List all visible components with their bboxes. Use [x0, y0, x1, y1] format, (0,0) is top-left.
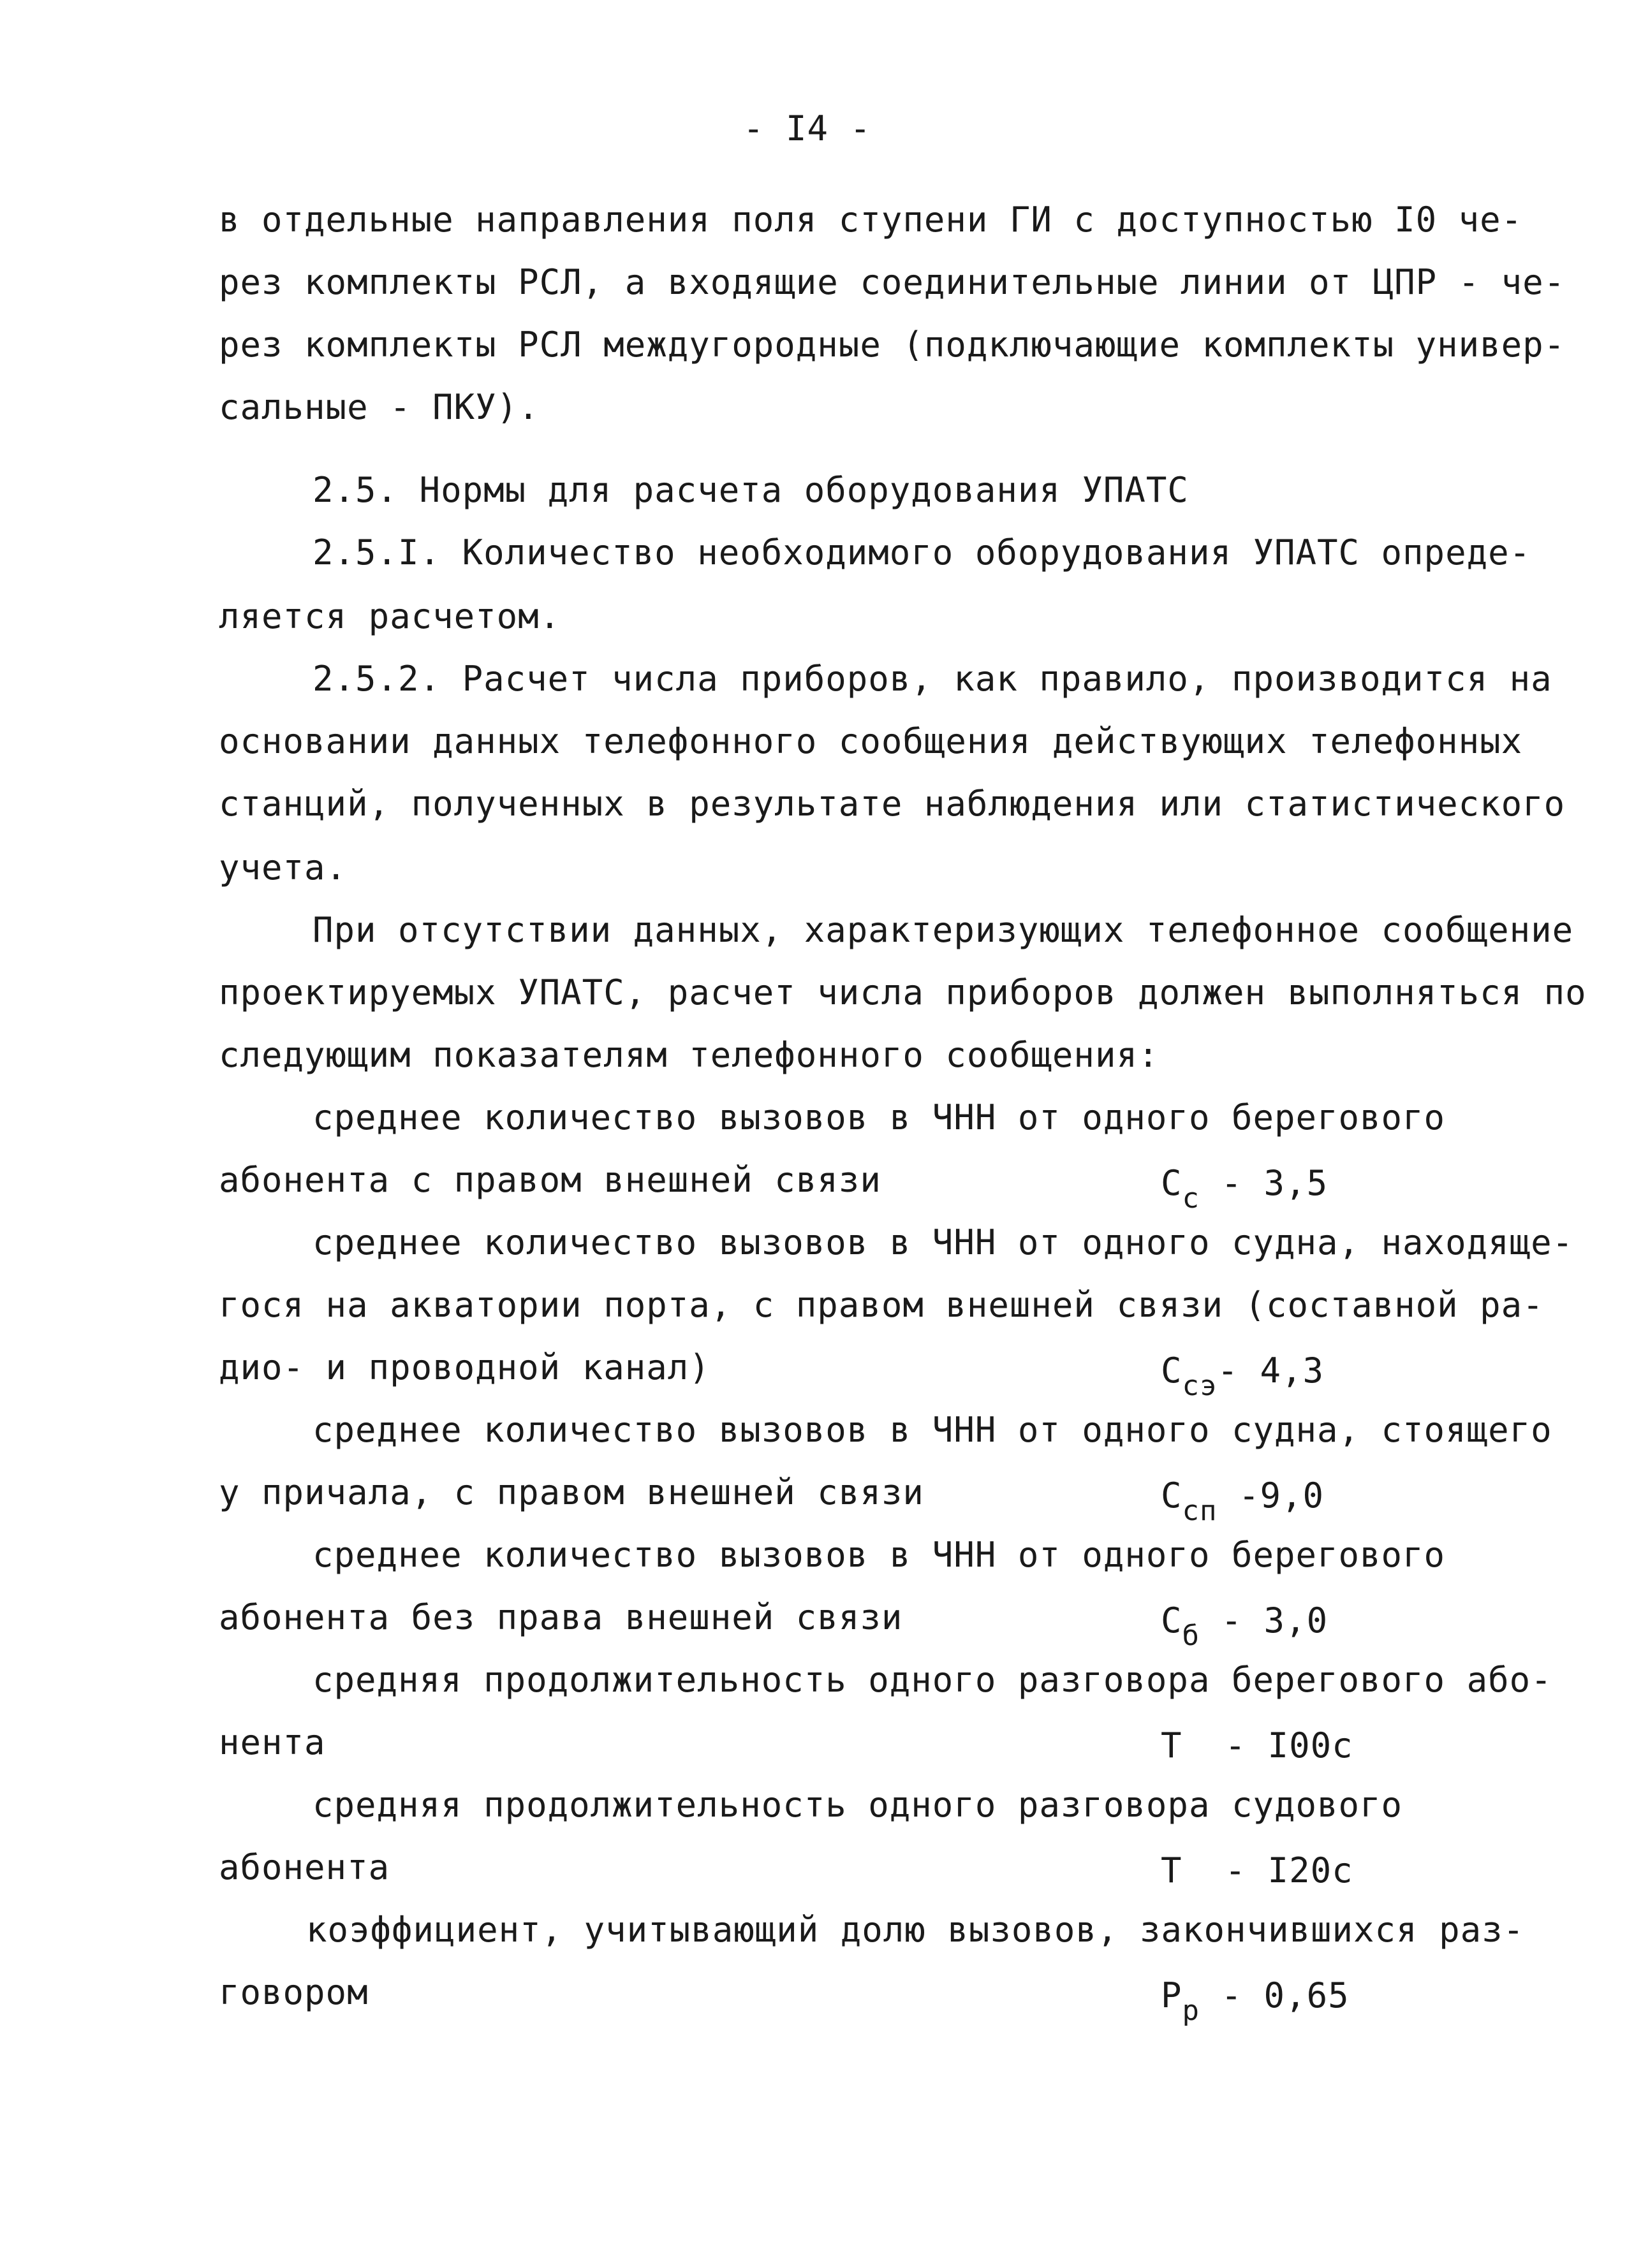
indicator-line: среднее количество вызовов в ЧНН от одного судна, стоящего — [313, 1410, 1552, 1450]
indicator-line: гося на акватории порта, с правом внешней связи (составной ра- — [219, 1285, 1544, 1325]
indicator-value: $C_{сп}$ -9,0 — [1161, 1475, 1325, 1527]
indicator-value: $C_с - 3,5$ — [1161, 1163, 1329, 1215]
text-line: учета. — [219, 847, 348, 888]
text-line: рез комплекты РСЛ, а входящие соединительные линии от ЦПР - че- — [219, 262, 1566, 302]
text-line: в отдельные направления поля ступени ГИ с доступностью I0 че- — [219, 200, 1523, 240]
text-line: сальные - ПКУ). — [219, 387, 540, 427]
indicator-line: средняя продолжительность одного разговора судового — [313, 1785, 1403, 1825]
text-line: 2.5.2. Расчет числа приборов, как правило, производится на — [313, 659, 1552, 699]
indicator-line: средняя продолжительность одного разговора берегового або- — [313, 1660, 1552, 1700]
text-line: проектируемых УПАТС, расчет числа приборов должен выполняться по — [219, 972, 1587, 1013]
indicator-value: T - I00c — [1161, 1725, 1353, 1766]
indicator-line: абонента с правом внешней связи — [219, 1160, 881, 1200]
text-line: основании данных телефонного сообщения действующих телефонных — [219, 721, 1523, 761]
text-line: ляется расчетом. — [219, 596, 561, 636]
text-line: следующим показателям телефонного сообщения: — [219, 1035, 1160, 1075]
indicator-line: коэффициент, учитывающий долю вызовов, закончившихся раз- — [306, 1910, 1525, 1950]
text-line: При отсутствии данных, характеризующих телефонное сообщение — [313, 910, 1574, 950]
text-line: 2.5.I. Количество необходимого оборудования УПАТС опреде- — [313, 532, 1531, 573]
indicator-line: среднее количество вызовов в ЧНН от одного берегового — [313, 1097, 1446, 1138]
indicator-line: говором — [219, 1972, 369, 2012]
text-line: станций, полученных в результате наблюдения или статистического — [219, 784, 1566, 824]
indicator-line: абонента — [219, 1847, 390, 1887]
indicator-value: $C_{сэ}-$ 4,3 — [1161, 1350, 1325, 1402]
text-line: рез комплекты РСЛ междугородные (подключающие комплекты универ- — [219, 325, 1566, 365]
indicator-line: дио- и проводной канал) — [219, 1347, 710, 1387]
indicator-line: у причала, с правом внешней связи — [219, 1472, 924, 1512]
section-heading: 2.5. Нормы для расчета оборудования УПАТС — [313, 470, 1189, 510]
indicator-value: $P_р - 0,65$ — [1161, 1975, 1350, 2027]
indicator-value: $C_б - 3,0$ — [1161, 1600, 1329, 1652]
indicator-line: нента — [219, 1722, 326, 1762]
page-number: - I4 - — [743, 108, 872, 149]
indicator-line: абонента без права внешней связи — [219, 1597, 903, 1637]
indicator-line: среднее количество вызовов в ЧНН от одного судна, находяще- — [313, 1222, 1574, 1262]
indicator-line: среднее количество вызовов в ЧНН от одного берегового — [313, 1535, 1446, 1575]
indicator-value: T - I20c — [1161, 1850, 1353, 1891]
